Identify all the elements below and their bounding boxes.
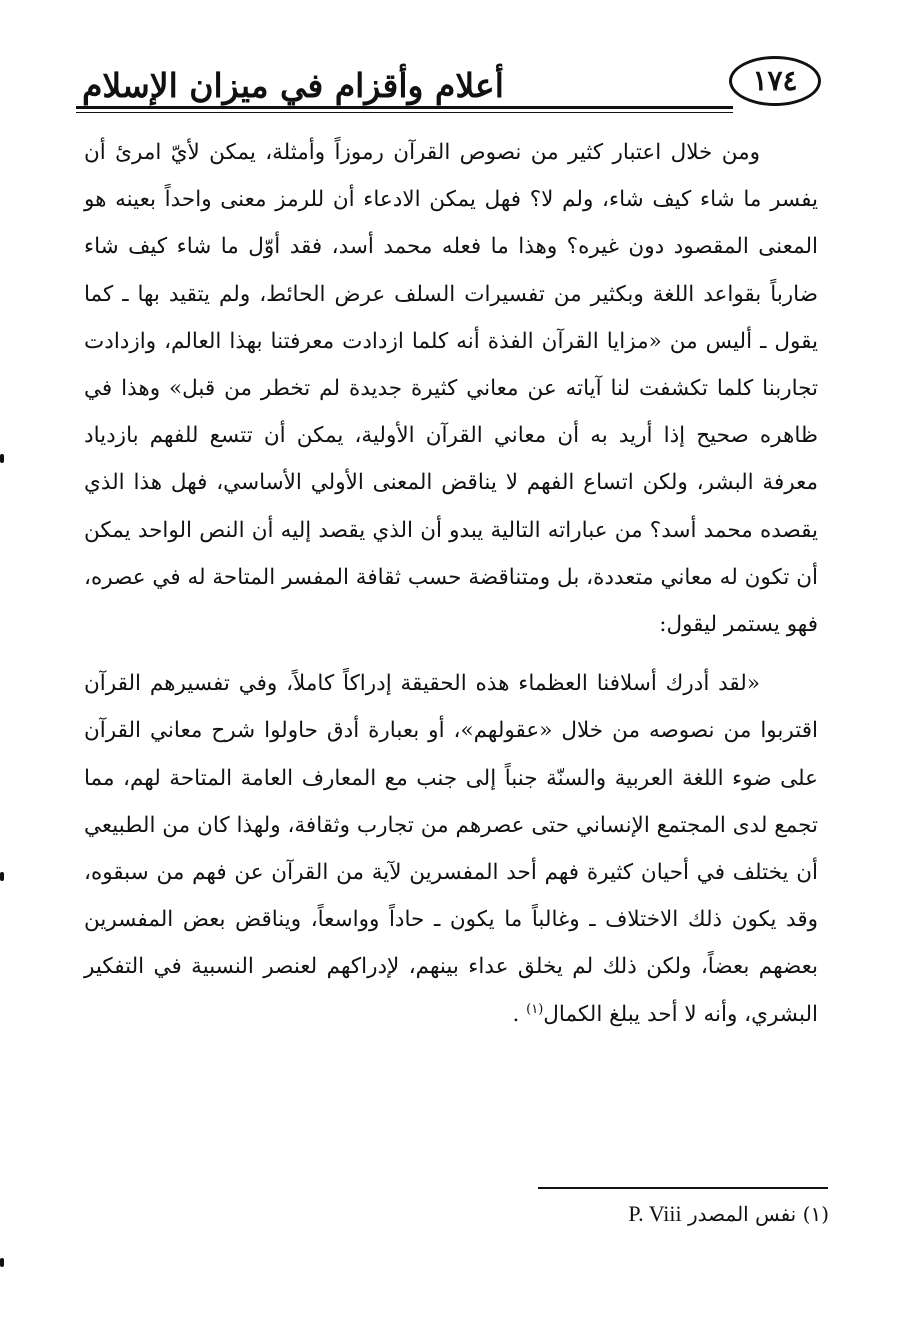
paragraph [84, 129, 818, 648]
margin-mark [0, 454, 4, 463]
footnote-reference: (١) [526, 1001, 544, 1017]
footnote [628, 1196, 829, 1232]
page-number: ١٧٤ [752, 64, 798, 97]
margin-mark [0, 872, 4, 881]
footnote-reference-latin: P. Viii [628, 1201, 682, 1226]
header-rule-thick [76, 106, 733, 109]
paragraph-end: . [512, 1001, 527, 1027]
main-text [84, 129, 818, 1038]
page-number-badge [729, 56, 821, 106]
footnote-separator [538, 1187, 828, 1189]
footnote-text: نفس المصدر [688, 1202, 797, 1226]
paragraph-text: ومن خلال اعتبار كثير من نصوص القرآن رموزاً وأمثلة، يمكن لأيّ امرئ أن يفسر ما شاء كيف شاء، ولم لا؟ فهل يمكن الادعاء أن للرمز معنى واحداً بعينه هو المعنى المقصود دون غيره؟ وهذا ما فعله محمد أسد، فقد أوّل ما شاء كيف شاء ضارباً بقواعد اللغة وبكثير من تفسيرات السلف عرض الحائط، ولم يتقيد بها ـ كما يقول ـ أليس من «مزايا القرآن الفذة أنه كلما ازدادت معرفتنا بهذا العالم، وازدادت تجاربنا كلما تكشفت لنا آياته عن معاني كثيرة جديدة لم تخطر من قبل» وهذا في ظاهره صحيح إذا أريد به أن معاني القرآن الأولية، يمكن أن تتسع للفهم بازدياد معرفة البشر، ولكن اتساع الفهم لا يناقض المعنى الأولي الأساسي، فهل هذا الذي يقصده محمد أسد؟ من عباراته التالية يبدو أن الذي يقصد إليه أن النص الواحد يمكن أن تكون له معاني متعددة، بل ومتناقضة حسب ثقافة المفسر المتاحة له في عصره، فهو يستمر ليقول: [84, 140, 818, 638]
quotation-paragraph [84, 660, 818, 1038]
header-rule-thin [76, 112, 733, 113]
paragraph-text: «لقد أدرك أسلافنا العظماء هذه الحقيقة إدراكاً كاملاً، وفي تفسيرهم القرآن اقتربوا من نصوصه من خلال «عقولهم»، أو بعبارة أدق حاولوا شرح معاني القرآن على ضوء اللغة العربية والسنّة جنباً إلى جنب مع المعارف العامة المتاحة لهم، مما تجمع لدى المجتمع الإنساني حتى عصرهم من تجارب وثقافة، ولهذا كان من الطبيعي أن يختلف في أحيان كثيرة فهم أحد المفسرين لآية من القرآن عن فهم من سبقوه، وقد يكون ذلك الاختلاف ـ وغالباً ما يكون ـ حاداً وواسعاً، ويناقض بعض المفسرين بعضهم بعضاً، ولكن ذلك لم يخلق عداء بينهم، لإدراكهم لعنصر النسبية في التفكير البشري، وأنه لا أحد يبلغ الكمال [84, 671, 818, 1027]
page-header [76, 62, 821, 122]
margin-mark [0, 1258, 4, 1267]
running-title: أعلام وأقزام في ميزان الإسلام [82, 66, 504, 105]
footnote-marker: (١) [802, 1202, 829, 1226]
